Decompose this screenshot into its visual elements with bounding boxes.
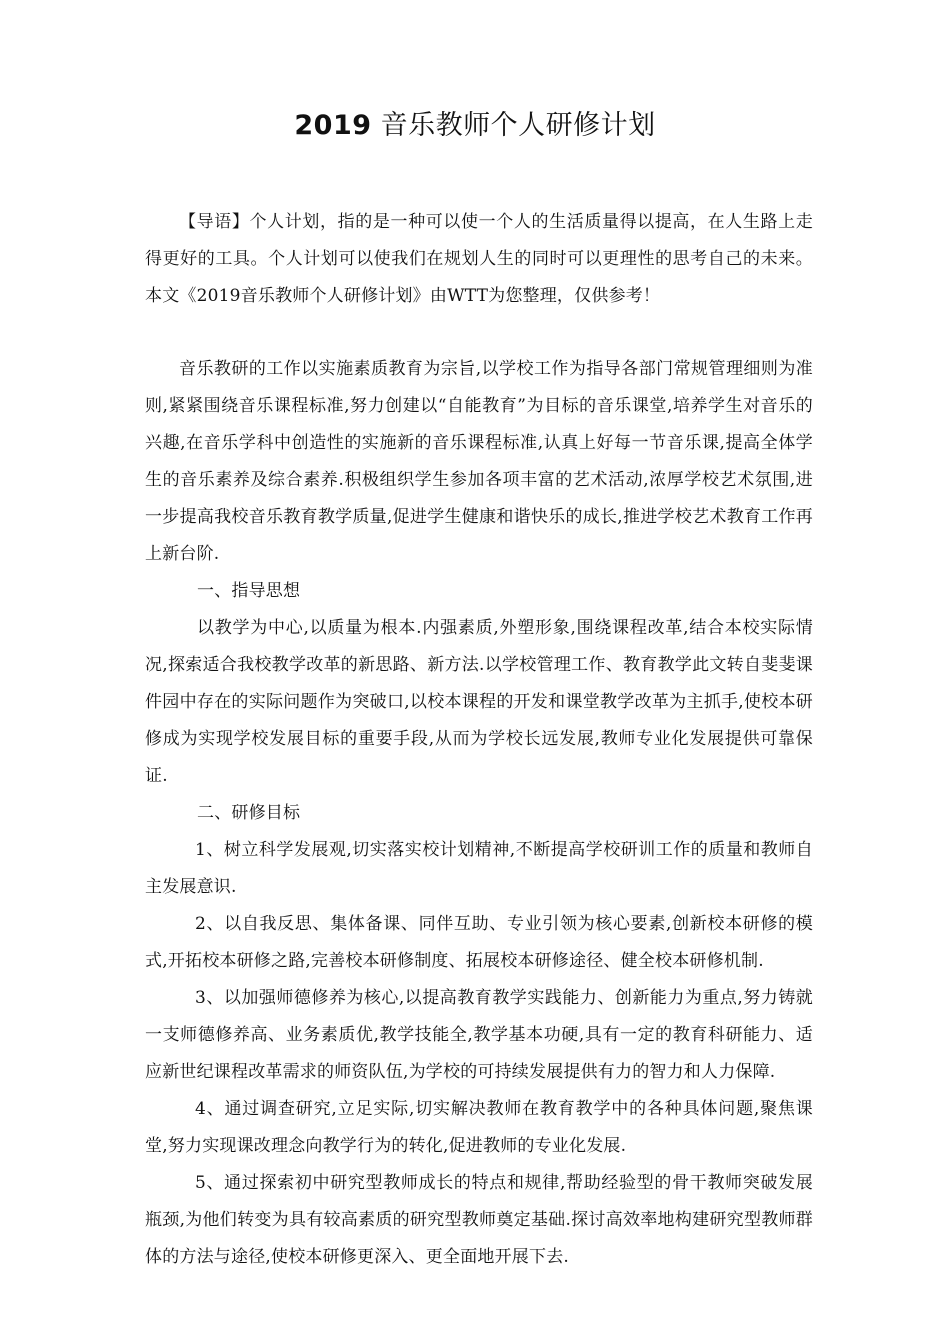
intro-section: [145, 204, 813, 315]
intro-paragraph: 【导语】个人计划，指的是一种可以使一个人的生活质量得以提高，在人生路上走得更好的工具。个人计划可以使我们在规划人生的同时可以更理性的思考自己的未来。本文《2019音乐教师个人研修计划》由WTT为您整理，仅供参考！: [145, 212, 813, 306]
main-section: [145, 351, 813, 1276]
goal-item-1: 1、树立科学发展观,切实落实校计划精神,不断提高学校研训工作的质量和教师自主发展意识.: [145, 840, 813, 897]
goal-item-3: 3、以加强师德修养为核心,以提高教育教学实践能力、创新能力为重点,努力铸就一支师德修养高、业务素质优,教学技能全,教学基本功硬,具有一定的教育科研能力、适应新世纪课程改革需求的师资队伍,为学校的可持续发展提供有力的智力和人力保障.: [145, 988, 813, 1082]
goal-item-5: 5、通过探索初中研究型教师成长的特点和规律,帮助经验型的骨干教师突破发展瓶颈,为他们转变为具有较高素质的研究型教师奠定基础.探讨高效率地构建研究型教师群体的方法与途径,使校本研修更深入、更全面地开展下去.: [145, 1173, 813, 1267]
title-text: 音乐教师个人研修计划: [380, 110, 656, 141]
paragraph-guiding-ideology: 以教学为中心,以质量为根本.内强素质,外塑形象,围绕课程改革,结合本校实际情况,探索适合我校教学改革的新思路、新方法.以学校管理工作、教育教学此文转自斐斐课件园中存在的实际问题作为突破口,以校本课程的开发和课堂教学改革为主抓手,使校本研修成为实现学校发展目标的重要手段,从而为学校长远发展,教师专业化发展提供可靠保证.: [145, 618, 813, 786]
document-title: [0, 106, 950, 146]
heading-guiding-ideology: 一、指导思想: [197, 581, 301, 601]
goal-item-2: 2、以自我反思、集体备课、同伴互助、专业引领为核心要素,创新校本研修的模式,开拓校本研修之路,完善校本研修制度、拓展校本研修途径、健全校本研修机制.: [145, 914, 813, 971]
title-year: 2019: [294, 110, 372, 141]
goal-item-4: 4、通过调查研究,立足实际,切实解决教师在教育教学中的各种具体问题,聚焦课堂,努力实现课改理念向教学行为的转化,促进教师的专业化发展.: [145, 1099, 813, 1156]
heading-research-goals: 二、研修目标: [197, 803, 301, 823]
paragraph-overview: 音乐教研的工作以实施素质教育为宗旨,以学校工作为指导各部门常规管理细则为准则,紧紧围绕音乐课程标准,努力创建以“自能教育”为目标的音乐课堂,培养学生对音乐的兴趣,在音乐学科中创造性的实施新的音乐课程标准,认真上好每一节音乐课,提高全体学生的音乐素养及综合素养.积极组织学生参加各项丰富的艺术活动,浓厚学校艺术氛围,进一步提高我校音乐教育教学质量,促进学生健康和谐快乐的成长,推进学校艺术教育工作再上新台阶.: [145, 359, 813, 564]
